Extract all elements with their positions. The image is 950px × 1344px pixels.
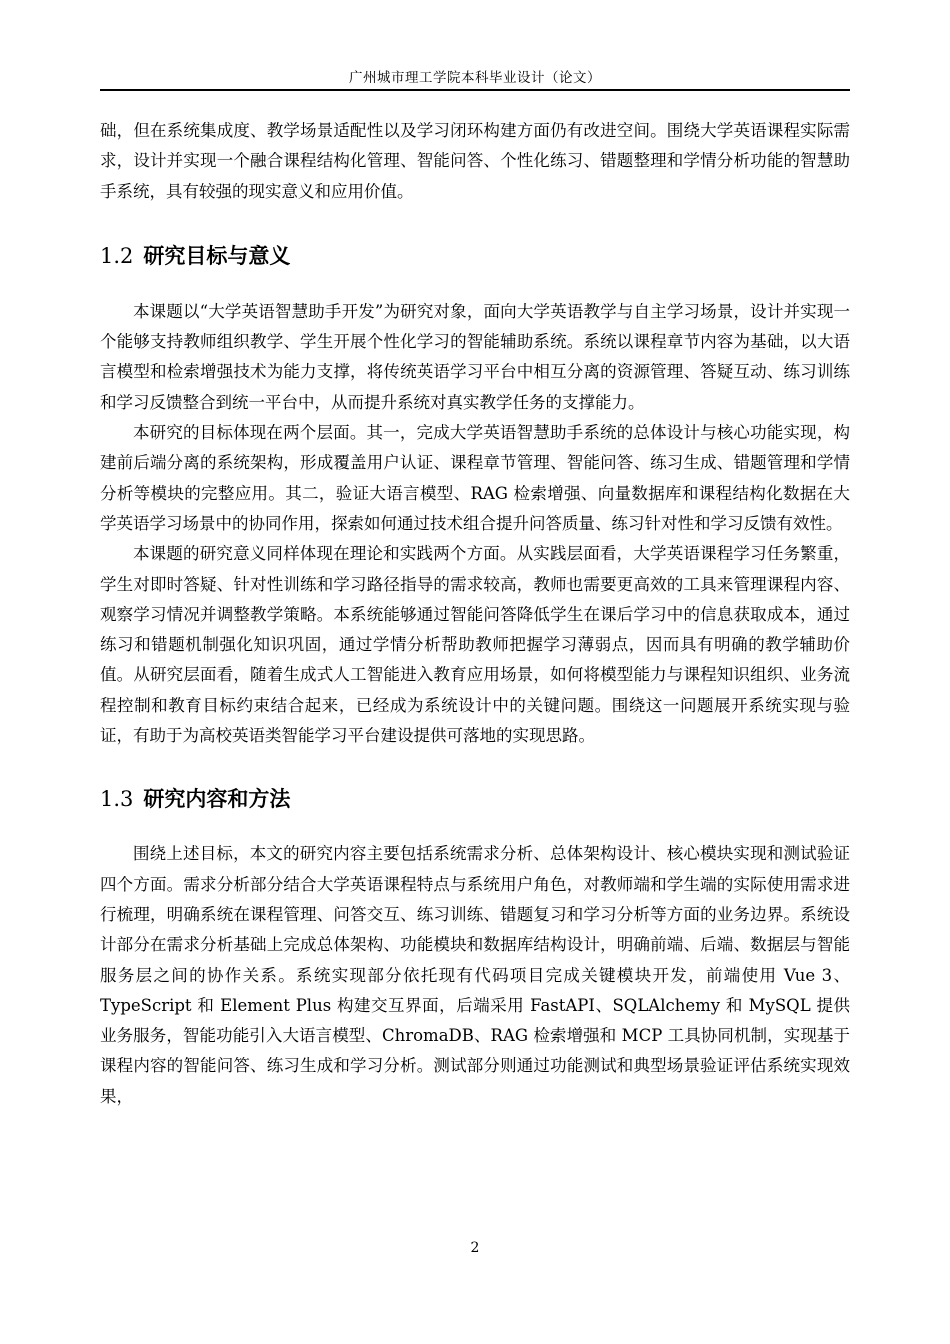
paragraph: 本课题的研究意义同样体现在理论和实践两个方面。从实践层面看，大学英语课程学习任务繁重，学生对即时答疑、针对性训练和学习路径指导的需求较高，教师也需要更高效的工具来管理课程内容、观察学习情况并调整教学策略。本系统能够通过智能问答降低学生在课后学习中的信息获取成本，通过练习和错题机制强化知识巩固，通过学情分析帮助教师把握学习薄弱点，因而具有明确的教学辅助价值。从研究层面看，随着生成式人工智能进入教育应用场景，如何将模型能力与课程知识组织、业务流程控制和教育目标约束结合起来，已经成为系统设计中的关键问题。围绕这一问题展开系统实现与验证，有助于为高校英语类智能学习平台建设提供可落地的实现思路。 <box>100 544 850 746</box>
section-number: 1.2 <box>100 243 134 268</box>
intro-paragraph: 础，但在系统集成度、教学场景适配性以及学习闭环构建方面仍有改进空间。围绕大学英语课程实际需求，设计并实现一个融合课程结构化管理、智能问答、个性化练习、错题整理和学情分析功能的智慧助手系统，具有较强的现实意义和应用价值。 <box>100 121 850 201</box>
section-number: 1.3 <box>100 787 134 812</box>
header-rule <box>100 89 850 91</box>
page-number: 2 <box>470 1240 480 1256</box>
section-title: 研究目标与意义 <box>143 242 291 268</box>
section-title: 研究内容和方法 <box>143 786 291 812</box>
body-text <box>100 116 850 1112</box>
paragraph: 本研究的目标体现在两个层面。其一，完成大学英语智慧助手系统的总体设计与核心功能实现，构建前后端分离的系统架构，形成覆盖用户认证、课程章节管理、智能问答、练习生成、错题管理和学情分析等模块的完整应用。其二，验证大语言模型、RAG 检索增强、向量数据库和课程结构化数据在大学英语学习场景中的协同作用，探索如何通过技术组合提升问答质量、练习针对性和学习反馈有效性。 <box>100 423 850 533</box>
paragraph: 本课题以“大学英语智慧助手开发”为研究对象，面向大学英语教学与自主学习场景，设计并实现一个能够支持教师组织教学、学生开展个性化学习的智能辅助系统。系统以课程章节内容为基础，以大语言模型和检索增强技术为能力支撑，将传统英语学习平台中相互分离的资源管理、答疑互动、练习训练和学习反馈整合到统一平台中，从而提升系统对真实教学任务的支撑能力。 <box>100 301 850 412</box>
section-heading-1-2 <box>100 241 850 271</box>
section-heading-1-3 <box>100 784 850 814</box>
paragraph: 围绕上述目标，本文的研究内容主要包括系统需求分析、总体架构设计、核心模块实现和测试验证四个方面。需求分析部分结合大学英语课程特点与系统用户角色，对教师端和学生端的实际使用需求进行梳理，明确系统在课程管理、问答交互、练习训练、错题复习和学习分析等方面的业务边界。系统设计部分在需求分析基础上完成总体架构、功能模块和数据库结构设计，明确前端、后端、数据层与智能服务层之间的协作关系。系统实现部分依托现有代码项目完成关键模块开发，前端使用 Vue 3、TypeScript 和 Element Plus 构建交互界面，后端采用 FastAPI、SQLAlchemy 和 MySQL 提供业务服务，智能功能引入大语言模型、ChromaDB、RAG 检索增强和 MCP 工具协同机制，实现基于课程内容的智能问答、练习生成和学习分析。测试部分则通过功能测试和典型场景验证评估系统实现效果， <box>100 844 850 1106</box>
running-header: 广州城市理工学院本科毕业设计（论文） <box>349 70 601 86</box>
